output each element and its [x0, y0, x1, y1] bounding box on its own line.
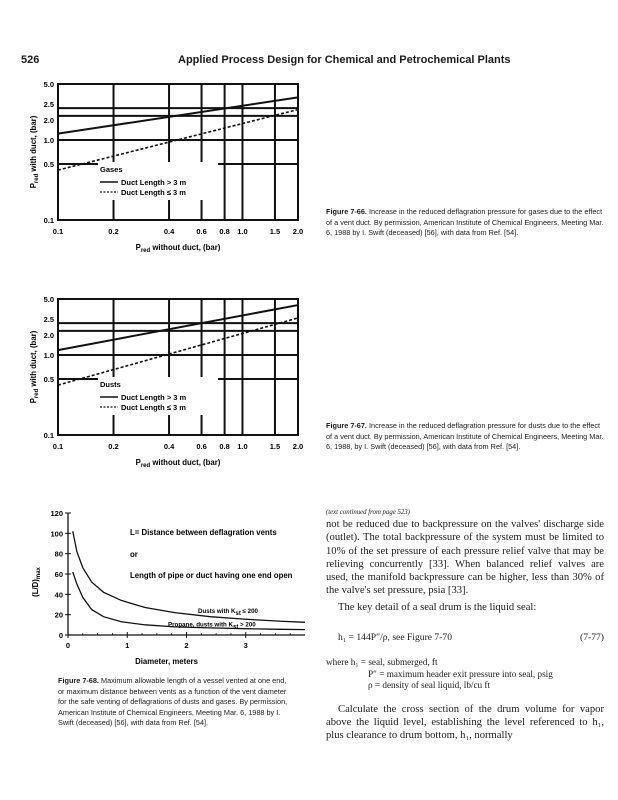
curve-label: Dusts with Kst ≤ 200 — [198, 608, 258, 618]
y-tick-label: 2.0 — [43, 330, 54, 340]
y-tick-label: 2.5 — [43, 100, 54, 110]
y-tick-label: 5.0 — [43, 80, 54, 89]
legend-title: Gases — [100, 165, 123, 174]
legend-solid-label: Duct Length > 3 m — [121, 393, 187, 402]
running-head: Applied Process Design for Chemical and Petrochemical Plants — [178, 54, 511, 66]
where-line: P″ = maximum header exit pressure into seal, psig — [368, 668, 553, 679]
caption-label: Figure 7-68. — [58, 676, 99, 685]
annotation: L= Distance between deflagration vents — [130, 528, 277, 537]
equation-text: h₁ = 144P″/ρ, see Figure 7-70 — [338, 632, 453, 643]
x-tick-label: 0.8 — [219, 227, 230, 236]
annotation: or — [130, 550, 138, 559]
x-tick-label: 0.2 — [108, 227, 119, 236]
figure-7-67-caption — [326, 421, 604, 453]
body-text-continued — [326, 692, 604, 753]
y-tick-label: 2.0 — [43, 115, 54, 125]
figure-7-68-caption — [58, 676, 288, 729]
legend-solid-label: Duct Length > 3 m — [121, 178, 187, 187]
x-tick-label: 2.0 — [292, 227, 304, 236]
y-tick-label: 0.5 — [43, 375, 54, 385]
x-tick-label: 1.0 — [237, 442, 248, 451]
page-number: 526 — [21, 54, 40, 66]
x-tick-label: 3 — [243, 641, 248, 650]
x-tick-label: 1.0 — [237, 227, 248, 236]
y-tick-label: 0 — [58, 631, 63, 640]
caption-label: Figure 7-66. — [326, 207, 367, 216]
where-block — [326, 657, 604, 692]
y-tick-label: 1.0 — [43, 350, 54, 360]
y-tick-label: 0.1 — [43, 216, 54, 225]
caption-text: Maximum allowable length of a vessel vented at one end, or maximum distance between vents as a function of the vent diameter for the safe venting of deflagrations of dusts and gases. By permission, American Institute of Chemical Engineers, Meeting Mar. 6, 1988 by I. Swift (deceased) [56], with data from Ref. [54]. — [58, 676, 288, 728]
y-tick-label: 5.0 — [43, 295, 54, 304]
y-axis-label: $P_{red}$ with duct, (bar) — [29, 115, 40, 189]
legend-dashed-label: Duct Length ≤ 3 m — [121, 403, 186, 412]
body-text — [326, 518, 604, 614]
y-tick-label: 80 — [54, 549, 63, 559]
caption-text: Increase in the reduced deflagration pressure for dusts due to the effect of a vent duct. By permission, American Institute of Chemical Engineers, Meeting Mar. 6, 1988, by I. Swift (deceased) [56], with data from Ref. [54]. — [326, 421, 604, 452]
legend-title: Dusts — [100, 380, 121, 389]
y-tick-label: 2.5 — [43, 315, 54, 325]
equation-number: (7-77) — [580, 632, 604, 643]
y-axis-label: $P_{red}$ with duct, (bar) — [29, 330, 40, 404]
equation-7-77 — [338, 632, 604, 643]
x-axis-label: $P_{red}$ without duct, (bar) — [135, 243, 221, 254]
figure-7-67-chart — [0, 285, 320, 475]
annotation: Length of pipe or duct having one end open — [130, 571, 293, 580]
continued-note: (text continued from page 523) — [326, 509, 410, 516]
legend-dashed-label: Duct Length ≤ 3 m — [121, 188, 186, 197]
x-tick-label: 0.4 — [163, 442, 175, 451]
x-axis-label: Diameter, meters — [135, 657, 198, 666]
y-tick-label: 0.1 — [43, 431, 54, 440]
figure-7-66-chart — [0, 70, 320, 260]
x-tick-label: 1.5 — [269, 227, 281, 236]
caption-text: Increase in the reduced deflagration pressure for gases due to the effect of a vent duct. By permission, American Institute of Chemical Engineers, Meeting Mar. 6, 1988 by I. Swift (deceased) [56], with data from Ref. [54]. — [326, 207, 604, 238]
y-tick-label: 0.5 — [43, 160, 54, 170]
x-tick-label: 0.6 — [196, 442, 207, 451]
y-tick-label: 20 — [54, 610, 63, 620]
x-tick-label: 0.4 — [163, 227, 175, 236]
paragraph: The key detail of a seal drum is the liquid seal: — [338, 601, 537, 613]
figure-7-66-caption — [326, 207, 604, 239]
y-tick-label: 100 — [50, 529, 63, 539]
paragraph: Calculate the cross section of the drum volume for vapor above the liquid level, establishing the level referenced to h₁, plus clearance to drum bottom, h₁, normally — [326, 703, 604, 742]
y-axis-label: $(L/D)_{max}$ — [31, 567, 42, 597]
x-tick-label: 2.0 — [292, 442, 304, 451]
curve-label: Propane, dusts with Kst > 200 — [168, 621, 256, 631]
where-line: ρ = density of seal liquid, lb/cu ft — [368, 680, 491, 691]
x-tick-label: 0.2 — [108, 442, 119, 451]
x-tick-label: 0.1 — [52, 442, 64, 451]
y-tick-label: 120 — [50, 509, 63, 518]
where-line: where h₁ = seal, submerged, ft — [326, 657, 438, 667]
x-tick-label: 2 — [184, 641, 189, 650]
paragraph: not be reduced due to backpressure on the valves' discharge side (outlet). The total backpressure of the system must be limited to 10% of the set pressure of each pressure relief valve that may be relieving concurrently [33]. When balanced relief valves are used, the manifold backpressure can be higher, less than 30% of the valve's set pressure, psia [33]. — [326, 519, 604, 597]
y-tick-label: 1.0 — [43, 135, 54, 145]
x-axis-label: $P_{red}$ without duct, (bar) — [135, 458, 221, 469]
y-tick-label: 40 — [54, 590, 63, 600]
x-tick-label: 1.5 — [269, 442, 281, 451]
x-tick-label: 0.8 — [219, 442, 230, 451]
caption-label: Figure 7-67. — [326, 421, 367, 430]
x-tick-label: 1 — [125, 641, 130, 650]
x-tick-label: 0.1 — [52, 227, 64, 236]
figure-7-68-chart — [0, 505, 320, 670]
x-tick-label: 0.6 — [196, 227, 207, 236]
y-tick-label: 60 — [54, 570, 63, 579]
x-tick-label: 0 — [65, 641, 71, 650]
